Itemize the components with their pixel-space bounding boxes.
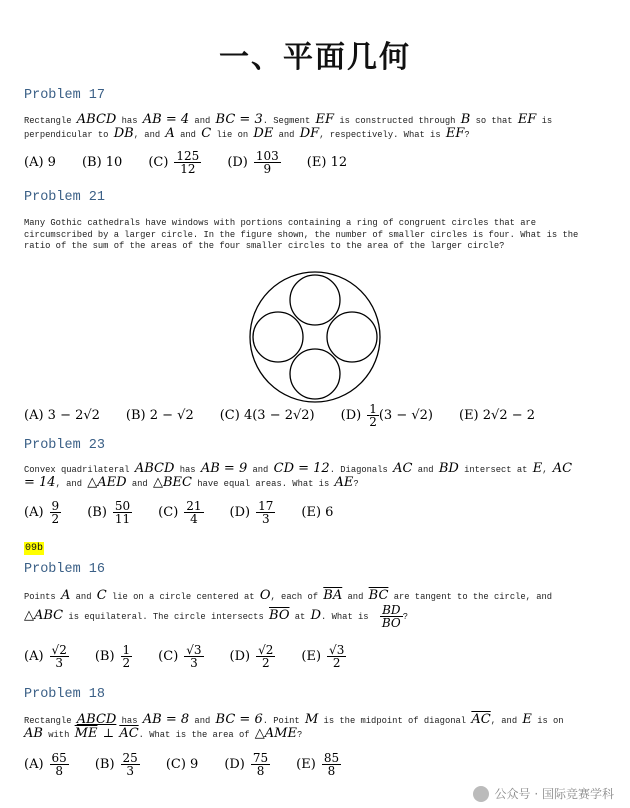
choice-e: (E) $\frac{85}{8}$ [296, 751, 340, 778]
choice-e: (E) $\frac{√3}{2}$ [301, 643, 345, 670]
wechat-logo-icon [473, 786, 489, 802]
choice-c: (C) 4(3 − 2√2) [219, 408, 315, 423]
choice-b: (B) $\frac{50}{11}$ [87, 499, 131, 526]
section-marker: 09b [25, 543, 44, 554]
choice-c: (C) $\frac{21}{4}$ [158, 499, 202, 526]
choice-c: (C) $\frac{√3}{3}$ [158, 643, 202, 670]
problem-17-text: Rectangle ABCD has AB = 4 and BC = 3. Segment EF is constructed through B so that EF is perpendicular to DB, and A and C lie on DE and DF, respectively. What is EF? [24, 112, 553, 141]
small-circle-bottom [290, 349, 340, 399]
choice-d: (D) $\frac{17}{3}$ [229, 499, 274, 526]
problem-16-title: Problem 16 [24, 562, 106, 577]
gothic-window-figure [248, 270, 382, 404]
problem-17-title: Problem 17 [24, 88, 106, 103]
problem-23-title: Problem 23 [24, 438, 106, 453]
choice-a: (A) 3 − 2√2 [24, 408, 100, 423]
problem-18-choices [24, 752, 367, 777]
problem-16-choices [24, 644, 372, 669]
choice-b: (B) 10 [81, 155, 123, 170]
choice-d: (D) $\frac{√2}{2}$ [229, 643, 274, 670]
choice-b: (B) $\frac{1}{2}$ [94, 643, 131, 670]
choice-d: (D) $\frac{103}{9}$ [227, 149, 279, 176]
problem-21-text: Many Gothic cathedrals have windows with portions containing a ring of congruent circles that are circumscribed by a larger circle. In the figure shown, the number of smaller circles is four. What is the ratio of the sum of the areas of the four smaller circles to the area of the larger circle? [24, 218, 579, 251]
choice-a: (A) $\frac{√2}{3}$ [24, 643, 67, 670]
small-circle-top [290, 275, 340, 325]
problem-18-title: Problem 18 [24, 687, 106, 702]
problem-18-text: Rectangle ABCD has AB = 8 and BC = 6. Point M is the midpoint of diagonal $\overline{AC}$, and E is on AB with $\overline{ME}$ ⊥ $\overline{AC}$. What is the area of △AME? [24, 712, 564, 741]
choice-e: (E) 2√2 − 2 [459, 408, 536, 423]
page-title: 一、平面几何 [219, 40, 411, 75]
choice-b: (B) $\frac{25}{3}$ [94, 751, 138, 778]
problem-21-choices [24, 403, 561, 428]
small-circle-left [253, 312, 303, 362]
choice-c: (C) 9 [165, 757, 199, 772]
small-circle-right [327, 312, 377, 362]
watermark-text: 公众号 · 国际竞赛学科 [494, 787, 614, 801]
choice-d: (D) $\frac{75}{8}$ [224, 751, 269, 778]
watermark [473, 785, 614, 802]
choice-d: (D) $\frac{1}{2}$ (3 − √2) [340, 402, 433, 429]
choice-a: (A) $\frac{9}{2}$ [24, 499, 60, 526]
choice-b: (B) 2 − √2 [125, 408, 194, 423]
choice-c: (C) $\frac{125}{12}$ [148, 149, 200, 176]
choice-e: (E) 6 [301, 505, 334, 520]
problem-23-choices [24, 500, 359, 525]
choice-a: (A) $\frac{65}{8}$ [24, 751, 67, 778]
choice-e: (E) 12 [306, 155, 348, 170]
large-circle [250, 272, 380, 402]
choice-a: (A) 9 [24, 155, 56, 170]
problem-21-title: Problem 21 [24, 190, 106, 205]
problem-23-text: Convex quadrilateral ABCD has AB = 9 and CD = 12. Diagonals AC and BD intersect at E, AC = 14, and △AED and △BEC have equal areas. What is AE? [24, 461, 573, 490]
problem-16-text: Points A and C lie on a circle centered at O, each of $\overline{BA}$ and $\overline{BC}$ are tangent to the circle, and △ABC is equilateral. The circle intersects $\overline{BO}$ at D. What is $\frac{BD}{BO}$ ? [24, 588, 553, 630]
problem-17-choices [24, 150, 373, 175]
